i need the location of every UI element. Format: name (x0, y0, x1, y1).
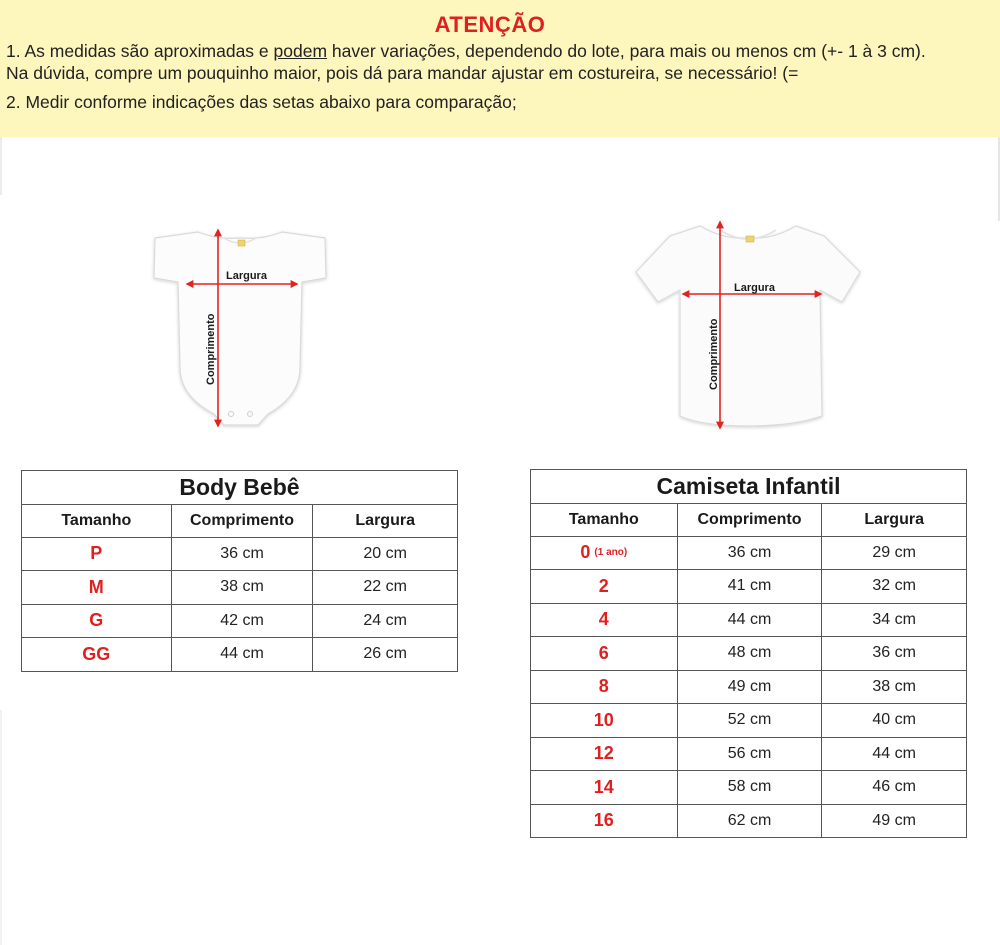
table-row (531, 570, 967, 604)
header-length: Comprimento (677, 503, 822, 536)
table-row (531, 637, 967, 671)
table-row (531, 771, 967, 805)
length-cell: 42 cm (171, 604, 313, 638)
table-row (531, 804, 967, 838)
bodysuit-illustration (140, 218, 340, 438)
width-cell: 32 cm (822, 570, 967, 604)
size-cell: 8 (531, 670, 678, 704)
width-cell: 49 cm (822, 804, 967, 838)
bodysuit-length-label: Comprimento (205, 313, 217, 385)
length-cell: 58 cm (677, 771, 822, 805)
notice-line-2: Na dúvida, compre um pouquinho maior, pois dá para mandar ajustar em costureira, se necessário! (= (6, 63, 799, 83)
tshirt-length-label: Comprimento (708, 318, 720, 390)
length-cell: 49 cm (677, 670, 822, 704)
length-cell: 36 cm (171, 537, 313, 571)
size-cell: GG (22, 638, 172, 672)
width-cell: 29 cm (822, 536, 967, 570)
width-cell: 36 cm (822, 637, 967, 671)
bodysuit-width-label: Largura (226, 270, 267, 282)
notice-title: ATENÇÃO (434, 12, 546, 37)
width-cell: 34 cm (822, 603, 967, 637)
page-edge-left-lower (0, 710, 2, 945)
header-width: Largura (313, 504, 458, 537)
tshirt-table-title: Camiseta Infantil (531, 470, 967, 504)
tshirt-figure (628, 210, 868, 435)
table-row (22, 638, 458, 672)
length-cell: 38 cm (171, 571, 313, 605)
size-cell: P (22, 537, 172, 571)
table-row (22, 604, 458, 638)
bodysuit-table-header (22, 504, 458, 537)
header-width: Largura (822, 503, 967, 536)
size-cell: 10 (531, 704, 678, 738)
width-cell: 46 cm (822, 771, 967, 805)
length-cell: 44 cm (171, 638, 313, 672)
bodysuit-figure (140, 218, 340, 438)
table-row (22, 537, 458, 571)
table-row (531, 737, 967, 771)
width-cell: 22 cm (313, 571, 458, 605)
length-cell: 41 cm (677, 570, 822, 604)
length-cell: 48 cm (677, 637, 822, 671)
width-cell: 44 cm (822, 737, 967, 771)
bodysuit-tag (238, 240, 245, 246)
width-cell: 24 cm (313, 604, 458, 638)
tshirt-tag (746, 236, 754, 242)
table-row (531, 536, 967, 570)
width-cell: 20 cm (313, 537, 458, 571)
width-cell: 38 cm (822, 670, 967, 704)
notice-line-1-end: haver variações, dependendo do lote, para mais ou menos cm (+- 1 à 3 cm). (327, 41, 926, 61)
bodysuit-size-table (21, 470, 458, 672)
size-cell: 12 (531, 737, 678, 771)
tshirt-size-table (530, 469, 967, 838)
size-cell: 6 (531, 637, 678, 671)
notice-line-1-underlined: podem (273, 41, 328, 61)
notice-line-1 (6, 41, 926, 62)
length-cell: 62 cm (677, 804, 822, 838)
tshirt-width-label: Largura (734, 282, 775, 294)
page-edge-left (0, 137, 2, 195)
size-cell: 14 (531, 771, 678, 805)
notice-line-3: 2. Medir conforme indicações das setas abaixo para comparação; (6, 92, 517, 112)
age-note: (1 ano) (594, 547, 628, 559)
length-cell: 52 cm (677, 704, 822, 738)
bodysuit-shape (154, 232, 326, 425)
table-row (531, 603, 967, 637)
header-size: Tamanho (531, 503, 678, 536)
table-row (22, 571, 458, 605)
size-cell: 16 (531, 804, 678, 838)
length-cell: 56 cm (677, 737, 822, 771)
size-cell: M (22, 571, 172, 605)
tshirt-shape (636, 226, 860, 426)
header-length: Comprimento (171, 504, 313, 537)
size-value: 0 (580, 542, 591, 563)
size-cell: 2 (531, 570, 678, 604)
width-cell: 40 cm (822, 704, 967, 738)
notice-banner (0, 0, 1000, 137)
table-row (531, 704, 967, 738)
table-row (531, 670, 967, 704)
length-cell: 36 cm (677, 536, 822, 570)
width-cell: 26 cm (313, 638, 458, 672)
size-cell: 4 (531, 603, 678, 637)
length-cell: 44 cm (677, 603, 822, 637)
size-cell: G (22, 604, 172, 638)
notice-line-1-start: 1. As medidas são aproximadas e (6, 41, 274, 61)
tshirt-illustration (628, 210, 868, 435)
header-size: Tamanho (22, 504, 172, 537)
bodysuit-table-title: Body Bebê (22, 471, 458, 505)
tshirt-table-header (531, 503, 967, 536)
size-cell (531, 536, 678, 570)
